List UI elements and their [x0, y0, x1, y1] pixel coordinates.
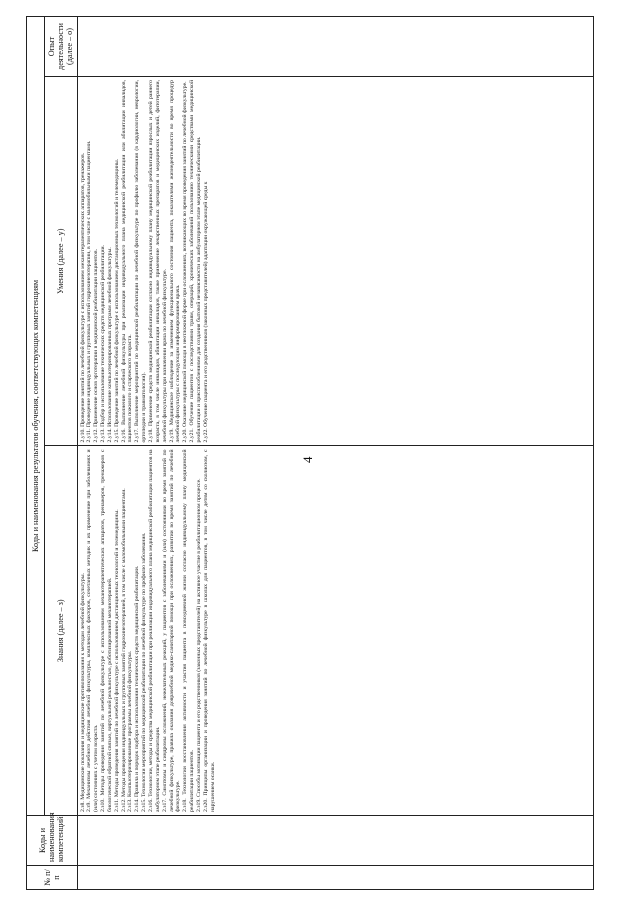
- header-knowledge: Знания (далее – з): [45, 446, 78, 816]
- knowledge-item: 2.з18. Технологии восстановления активности и участия пациента в повседневной жизни согласно индивидуальному плану медицинской реабилитации пациентов.: [182, 449, 196, 812]
- experience-cell: [77, 17, 593, 77]
- skill-item: 2.у10. Проведение занятий по лечебной физкультуре с использованием механотерапевтических аппаратов, тренажеров.: [79, 152, 86, 443]
- skill-item: 2.у18. Применение средств медицинской реабилитации согласно индивидуальному плану медицинской реабилитации взрослых и детей раннего возраста, в том числе инвалидов, абилитации инвалидов, также применение лекарственных препаратов и медицинских изделий, фитотерапии, лечебной физкультуры при назначении врача по лечебной физкультуре.: [148, 80, 168, 443]
- header-number: № п/п: [27, 866, 78, 890]
- skill-item: 2.у19. Медицинское наблюдение за изменением функционального состояния пациента, показателями жизнедеятельности во время процедур лечебной физкультуры с последующим информированием врача.: [168, 80, 182, 443]
- knowledge-cell: [77, 446, 593, 816]
- knowledge-item: 2.з17. Симптомы и синдромы осложнений, нежелательных реакций, у пациентов с заболеваниями и (или) состояниями во время занятий по лечебной физкультуре, правила оказания доврачебной медико-санитарной помощи при осложнениях, развитии во время занятий по лечебной физкультуре.: [161, 449, 182, 812]
- skill-item: 2.у16. Выполнение лечебной физкультуры при реализации индивидуального плана медицинской реабилитации или абилитации инвалидов, пациентов пожилого и старческого возраста.: [120, 80, 134, 443]
- skill-item: 2.у17. Выполнение мероприятий по медицинской реабилитации по лечебной физкультуре по профилю заболевания (в кардиологии, неврологии, ортопедии и травматологии).: [134, 80, 148, 443]
- knowledge-item: 2.з12. Методы проведения индивидуальных и групповых занятий гидрокинезотерапией, в том числе с маломобильными пациентами.: [120, 488, 127, 812]
- page-number: 4: [300, 456, 315, 463]
- knowledge-item: 2.з20. Принципы организации и проведения занятий по лечебной физкультуре в школах для пациентов, в том числе детям со сколиозом, с нарушением осанки.: [202, 449, 216, 812]
- rotated-table-sheet: [26, 16, 594, 890]
- skill-item: 2.у14. Использование компьютеризированных программ лечебной физкультуры.: [106, 247, 113, 443]
- knowledge-item: 2.з14. Правила и порядок подбора и использования технических средств медицинской реабилитации.: [134, 565, 141, 812]
- skill-item: 2.у20. Оказание медицинской помощи в неотложной форме при осложнениях, возникающих во время проведения занятий по лечебной физкультуре.: [182, 81, 189, 443]
- knowledge-item: 2.з19. Способы мотивации пациента и его родственников (законных представителей) на активное участие в реабилитационном процессе.: [195, 478, 202, 812]
- cell-codes: [77, 816, 593, 866]
- knowledge-item: 2.з16. Технологии, методы и средства медицинской реабилитации при реализации индивидуального плана медицинской реабилитации пациентов на амбулаторном этапе реабилитации.: [148, 449, 161, 812]
- knowledge-item: 2.з10. Методы проведения занятий по лечебной физкультуре с использованием механотерапевтических аппаратов, тренажеров, тренажеров с биологической обратной связью, виртуальной реальностью, роботизированной механотерапией.: [100, 449, 113, 812]
- skill-item: 2.у13. Подбор и использование технических средств медицинской реабилитации.: [100, 245, 107, 443]
- competency-table: [26, 16, 594, 890]
- header-codes: Коды и наименования компетенций: [27, 816, 78, 866]
- knowledge-item: 2.з8. Медицинские показания и медицинские противопоказания к методам лечебной физкультуры.: [79, 573, 86, 812]
- header-results-group: Коды и наименования результатов обучения, соответствующих компетенциям: [27, 17, 45, 816]
- knowledge-item: 2.з13. Компьютеризированные программы лечебной физкультуры.: [127, 650, 134, 812]
- skill-item: 2.у22. Обучение пациента и его родственников (законных представителей) адаптации окружающей среды к: [202, 181, 209, 443]
- skill-item: 2.у15. Проведение занятий по лечебной физкультуре с использованием дистанционных технологий и телемедицины.: [113, 158, 120, 443]
- knowledge-item: 2.з11. Методы проведения занятий по лечебной физкультуре с использованием дистанционных технологий и телемедицины.: [113, 509, 120, 812]
- cell-number: [77, 866, 593, 890]
- knowledge-item: 2.з9. Механизмы лечебного действия лечебной физкультуры, комплексных факторов, сочетанных методик и их применение при заболеваниях и (или) состояниях с учетом возраста.: [86, 449, 100, 812]
- header-experience: Опыт деятельности (далее – о): [45, 17, 78, 77]
- skill-item: 2.у11. Проведение индивидуальных и групповых занятий гидрокинезотерапии, в том числе с маломобильными пациентами.: [86, 140, 93, 443]
- skill-item: 2.у12. Применение основ эрготерапии в медицинской реабилитации пациентов.: [93, 249, 100, 443]
- skills-cell: [77, 77, 593, 447]
- header-skills: Умения (далее – у): [45, 77, 78, 447]
- skill-item: 2.у21. Обучение пациентов с последствиями травм, операций, хронических заболеваний пользованию техническими средствами медицинской реабилитации и приспособлениями для создания бытовой независимости на амбулаторном этапе медицинской реабилитации.: [189, 80, 202, 443]
- knowledge-item: 2.з15. Технологии мероприятий по медицинской реабилитации по лечебной физкультуре по профилю заболевания.: [141, 532, 148, 812]
